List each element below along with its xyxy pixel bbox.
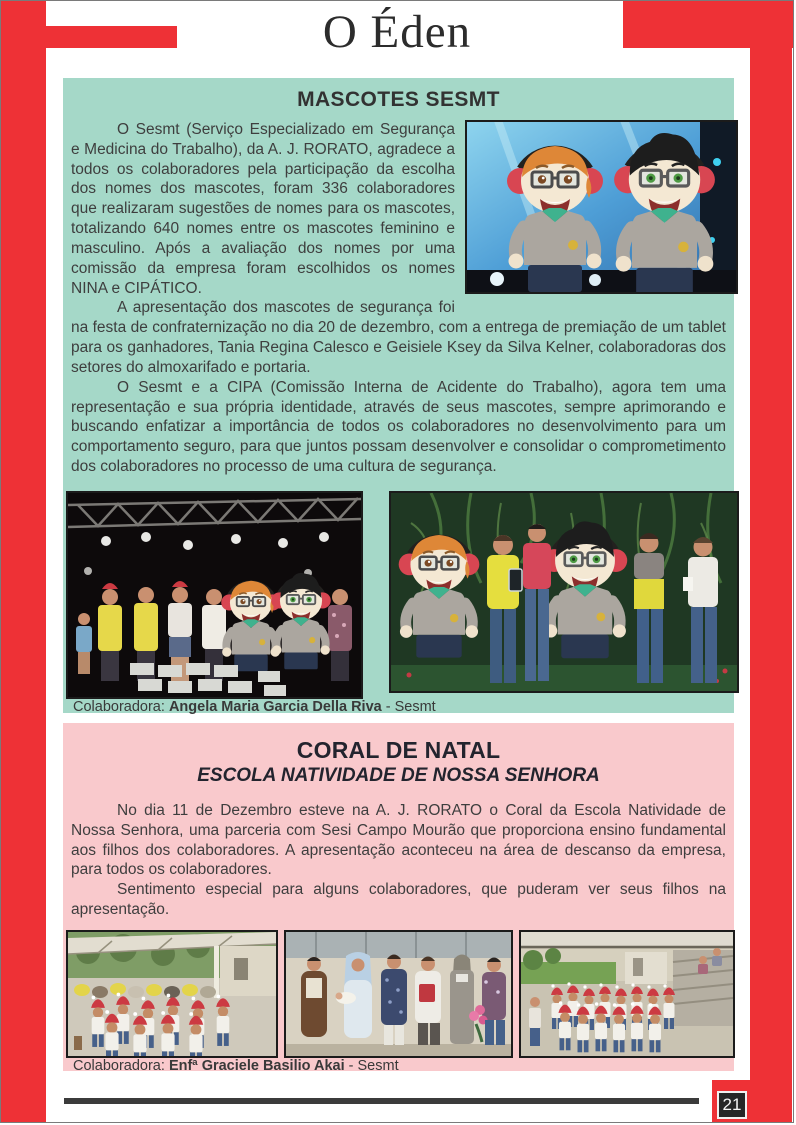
mascots-closeup-illustration (467, 122, 736, 292)
photo-garden-group (389, 491, 739, 693)
photo-nativity-group (284, 930, 513, 1058)
caption-label: Colaboradora: (73, 1057, 165, 1074)
mascotes-paragraph-3: O Sesmt e a CIPA (Comissão Interna de Acidente do Trabalho), agora tem uma representação e sua própria identidade, através de seus mascotes, sempre aprimorando e buscando enfatizar a importância de todos os colaboradores no desenvolvimento para um comportamento seguro, para que juntos possam desenvolver e consolidar o comprometimento dos colaboradores no processo de uma cultura de segurança. (71, 378, 726, 476)
caption-name: Angela Maria Garcia Della Riva (168, 698, 382, 715)
left-red-bar (1, 1, 46, 1122)
pavilion-illustration (68, 932, 276, 1056)
photo-choir-kids (519, 930, 735, 1058)
coral-paragraph-1: No dia 11 de Dezembro esteve na A. J. RORATO o Coral da Escola Natividade de Nossa Senhora, uma parceria com Sesi Campo Mourão que proporciona ensino fundamental aos filhos dos colaboradores. A apresentação aconteceu na área de descanso da empresa, para todos os colaboradores. (71, 802, 726, 879)
right-red-bar (750, 1, 792, 1122)
masthead-title: O Éden (322, 6, 472, 58)
mascotes-photo-row (66, 491, 726, 699)
coral-paragraph-2: Sentimento especial para alguns colaboradores, que puderam ver seus filhos na apresentação. (71, 881, 726, 919)
mascotes-caption (73, 699, 726, 715)
stage-group-illustration (68, 493, 361, 697)
caption-name: Enfª Graciele Basilio Akai (168, 1057, 345, 1074)
coral-subtitle: ESCOLA NATIVIDADE DE NOSSA SENHORA (197, 765, 600, 786)
mascotes-body (71, 120, 726, 477)
mascotes-paragraph-1: O Sesmt (Serviço Especializado em Segurança e Medicina do Trabalho), da A. J. RORATO, agradece a todos os colaboradores pela participação da escolha dos nomes dos mascotes, foram 336 colaboradores que realizaram sugestões de nomes para os mascotes, totalizando 640 nomes entre os mascotes feminino e masculino. Após a avaliação dos nomes por uma comissão da empresa foram escolhidos os nomes NINA e CIPÁTICO. (71, 121, 455, 297)
page-number-badge: 21 (717, 1091, 747, 1119)
photo-mascots-closeup (465, 120, 738, 294)
coral-photo-row (66, 930, 726, 1058)
mascotes-article-panel (63, 78, 734, 713)
footer-rule (64, 1098, 699, 1104)
coral-caption (73, 1058, 726, 1074)
caption-label: Colaboradora: (73, 698, 165, 715)
mascotes-paragraph-2: A apresentação dos mascotes de segurança foi na festa de confraternização no dia 20 de dezembro, com a entrega de premiação de um tablet para os ganhadores, Tania Regina Calesco e Geisiele Ksey da Silva Kelner, colaboradoras dos setores do almoxarifado e portaria. (71, 299, 726, 376)
coral-title: CORAL DE NATAL (296, 737, 501, 763)
nativity-illustration (286, 932, 511, 1056)
caption-suffix: - Sesmt (385, 698, 436, 715)
mascotes-title: MASCOTES SESMT (297, 88, 500, 111)
garden-group-illustration (391, 493, 737, 691)
caption-suffix: - Sesmt (348, 1057, 399, 1074)
photo-pavilion-audience (66, 930, 278, 1058)
choir-illustration (521, 932, 733, 1056)
stairs (673, 948, 733, 1026)
photo-stage-group (66, 491, 363, 699)
coral-article-panel (63, 723, 734, 1074)
